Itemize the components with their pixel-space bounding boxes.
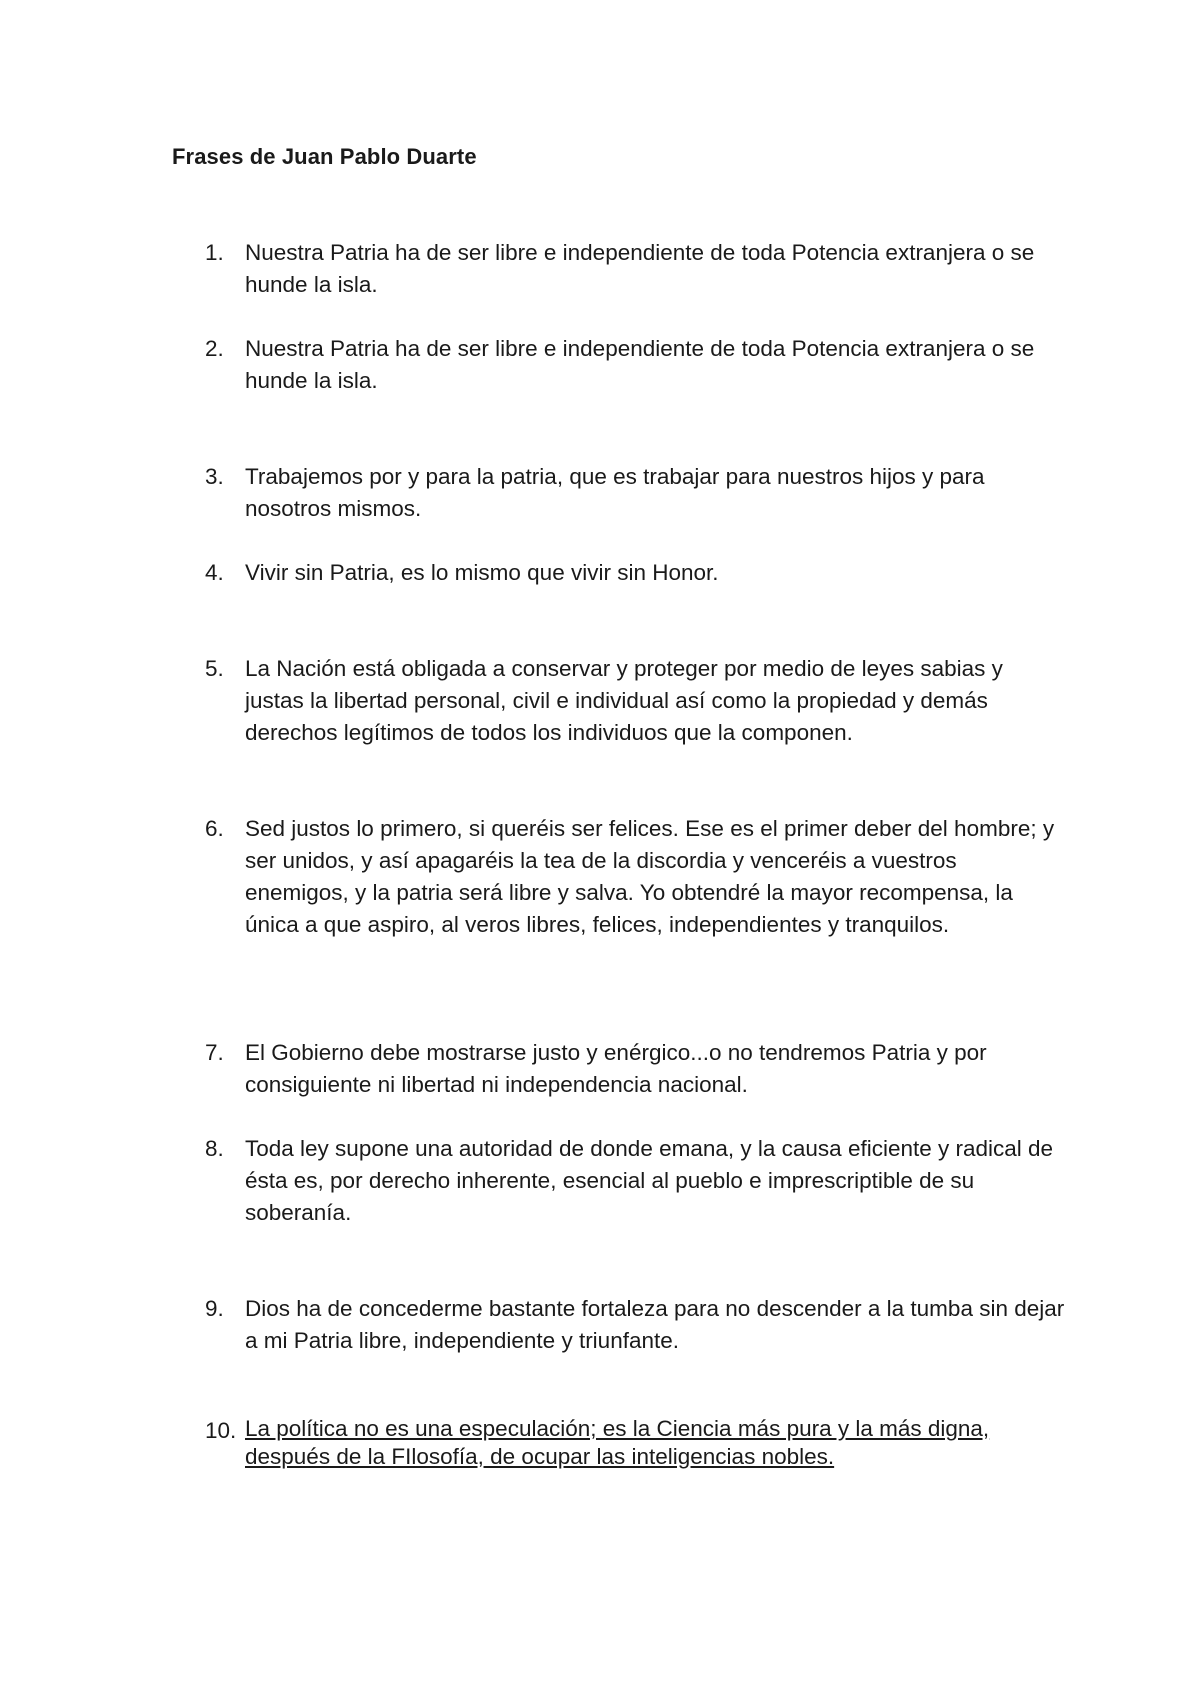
list-item-number: 4. (205, 560, 224, 585)
list-item-text: La Nación está obligada a conservar y proteger por medio de leyes sabias y justas la libertad personal, civil e individual así como la propiedad y demás derechos legítimos de todos los individuos que la componen. (245, 656, 1003, 745)
list-item-number: 3. (205, 464, 224, 489)
list-item (205, 333, 1065, 397)
list-item (205, 1415, 1065, 1471)
list-item-text: Vivir sin Patria, es lo mismo que vivir sin Honor. (245, 560, 719, 585)
list-item-number: 1. (205, 240, 224, 265)
list-item (205, 237, 1065, 301)
list-item-text: El Gobierno debe mostrarse justo y enérgico...o no tendremos Patria y por consiguiente ni libertad ni independencia nacional. (245, 1040, 987, 1097)
list-item (205, 1133, 1065, 1229)
list-item-text: Trabajemos por y para la patria, que es trabajar para nuestros hijos y para nosotros mismos. (245, 464, 985, 521)
list-item (205, 653, 1065, 749)
list-item-number: 7. (205, 1040, 224, 1065)
list-item-number: 9. (205, 1296, 224, 1321)
list-item-text: Toda ley supone una autoridad de donde emana, y la causa eficiente y radical de ésta es, por derecho inherente, esencial al pueblo e imprescriptible de su soberanía. (245, 1136, 1054, 1225)
list-item-text: Nuestra Patria ha de ser libre e independiente de toda Potencia extranjera o se hunde la isla. (245, 336, 1035, 393)
list-item-text: Dios ha de concederme bastante fortaleza para no descender a la tumba sin dejar a mi Patria libre, independiente y triunfante. (245, 1296, 1065, 1353)
list-item-text: Sed justos lo primero, si queréis ser felices. Ese es el primer deber del hombre; y ser unidos, y así apagaréis la tea de la discordia y venceréis a vuestros enemigos, y la patria será libre y salva. Yo obtendré la mayor recompensa, la única a que aspiro, al veros libres, felices, independientes y tranquilos. (245, 816, 1055, 937)
list-item-number: 2. (205, 336, 224, 361)
document-title: Frases de Juan Pablo Duarte (172, 144, 477, 169)
list-item (205, 813, 1065, 941)
list-item (205, 1293, 1065, 1357)
list-item (205, 1037, 1065, 1101)
list-item-text: Nuestra Patria ha de ser libre e independiente de toda Potencia extranjera o se hunde la isla. (245, 240, 1035, 297)
list-item-text: La política no es una especulación; es la Ciencia más pura y la más digna, después de la FIlosofía, de ocupar las inteligencias nobles. (245, 1416, 990, 1469)
list-item (205, 461, 1065, 525)
list-item (205, 557, 1065, 589)
list-item-number: 10. (205, 1418, 237, 1443)
list-item-number: 5. (205, 656, 224, 681)
list-item-number: 6. (205, 816, 224, 841)
list-item-number: 8. (205, 1136, 224, 1161)
